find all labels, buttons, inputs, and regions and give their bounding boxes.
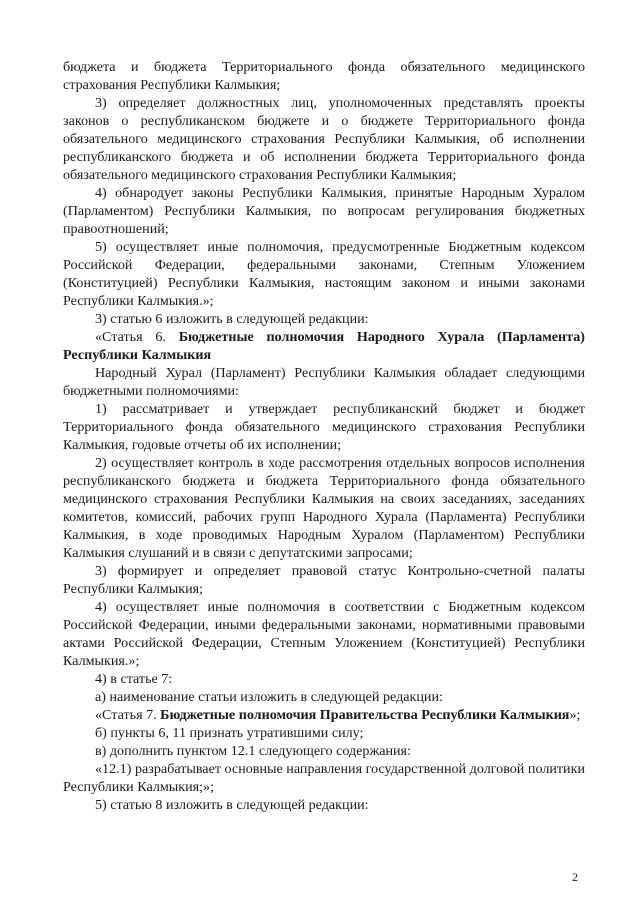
text-run: 2) осуществляет контроль в ходе рассмотрения отдельных вопросов исполнения республиканского бюджета и бюджета Территориального фонда обязательного медицинского страхования Республики Калмыкия на своих заседаниях, заседаниях комитетов, комиссий, рабочих групп Народного Хурала (Парламента) Республики Калмыкия, в ходе проводимых Народным Хуралом (Парламентом) Республики Калмыкия слушаний и в связи с депутатскими запросами; (63, 455, 585, 561)
text-run: 5) статью 8 изложить в следующей редакции: (95, 797, 369, 813)
paragraph (63, 598, 585, 670)
paragraph (63, 454, 585, 562)
text-run: 4) осуществляет иные полномочия в соответствии с Бюджетным кодексом Российской Федерации, иными федеральными законами, нормативными правовыми актами Российской Федерации, Степным Уложением (Конституцией) Республики Калмыкия.»; (63, 599, 585, 669)
paragraph (63, 670, 585, 688)
paragraph (63, 94, 585, 184)
text-run: «Статья 7. (95, 707, 161, 723)
document-body (63, 58, 585, 814)
bold-text: Бюджетные полномочия Народного Хурала (Парламента) Республики Калмыкия (63, 329, 585, 363)
text-run: 3) определяет должностных лиц, уполномоченных представлять проекты законов о республиканском бюджете и о бюджете Территориального фонда обязательного медицинского страхования Республики Калмыкия, об исполнении республиканского бюджета и об исполнении бюджета Территориального фонда обязательного медицинского страхования Республики Калмыкия; (63, 95, 585, 183)
paragraph (63, 760, 585, 796)
paragraph (63, 58, 585, 94)
text-run: в) дополнить пунктом 12.1 следующего содержания: (95, 743, 411, 759)
text-run: 4) в статье 7: (95, 671, 173, 687)
paragraph (63, 724, 585, 742)
paragraph (63, 688, 585, 706)
paragraph (63, 400, 585, 454)
text-run: Народный Хурал (Парламент) Республики Калмыкия обладает следующими бюджетными полномочиями: (63, 365, 585, 399)
text-run: а) наименование статьи изложить в следующей редакции: (95, 689, 443, 705)
text-run: 3) формирует и определяет правовой статус Контрольно-счетной палаты Республики Калмыкия; (63, 563, 585, 597)
paragraph (63, 184, 585, 238)
text-run: «12.1) разрабатывает основные направления государственной долговой политики Республики Калмыкия;»; (63, 761, 585, 795)
text-run: 4) обнародует законы Республики Калмыкия, принятые Народным Хуралом (Парламентом) Республики Калмыкия, по вопросам регулирования бюджетных правоотношений; (63, 185, 585, 237)
text-run: 3) статью 6 изложить в следующей редакции: (95, 311, 369, 327)
paragraph (63, 310, 585, 328)
text-run: б) пункты 6, 11 признать утратившими силу; (95, 725, 364, 741)
text-run: бюджета и бюджета Территориального фонда обязательного медицинского страхования Республики Калмыкия; (63, 59, 585, 93)
paragraph (63, 742, 585, 760)
paragraph (63, 328, 585, 364)
paragraph (63, 364, 585, 400)
paragraph (63, 706, 585, 724)
text-run: »; (569, 707, 581, 723)
text-run: «Статья 6. (95, 329, 179, 345)
paragraph (63, 562, 585, 598)
paragraph (63, 238, 585, 310)
bold-text: Бюджетные полномочия Правительства Республики Калмыкия (160, 707, 570, 723)
page-number: 2 (572, 870, 578, 884)
paragraph (63, 796, 585, 814)
text-run: 5) осуществляет иные полномочия, предусмотренные Бюджетным кодексом Российской Федерации, федеральными законами, Степным Уложением (Конституцией) Республики Калмыкия, настоящим законом и иными законами Республики Калмыкия.»; (63, 239, 585, 309)
text-run: 1) рассматривает и утверждает республиканский бюджет и бюджет Территориального фонда обязательного медицинского страхования Республики Калмыкия, годовые отчеты об их исполнении; (63, 401, 585, 453)
